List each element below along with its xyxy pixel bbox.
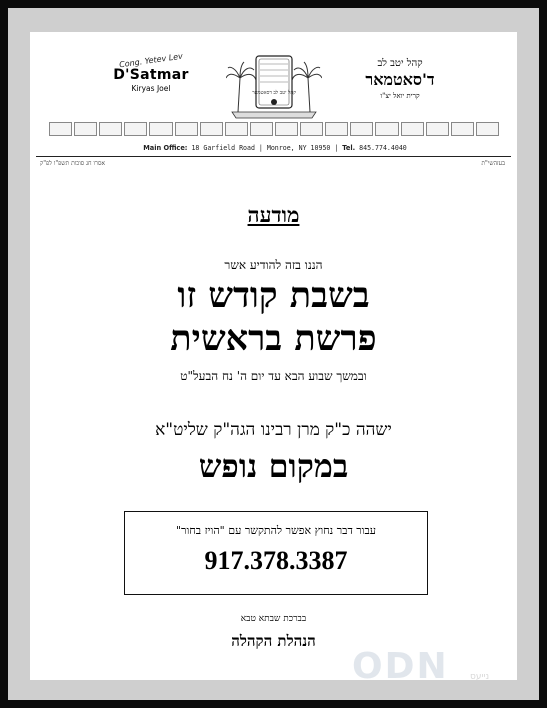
duration-line: ובמשך שבוע הבא עד יום ה' נח הבעל"ט: [180, 369, 367, 383]
institution-band-cell: [175, 122, 198, 136]
meta-date-left: אסרו חג סוכות תשפ"ו לפ"ק: [40, 160, 105, 167]
svg-text:קהל יטב לב דסאטמאר: קהל יטב לב דסאטמאר: [252, 90, 296, 96]
institution-band-cell: [350, 122, 373, 136]
contact-text: עבור דבר נחוץ אפשר להתקשר עם "הויז בחור": [176, 524, 376, 537]
institution-band-cell: [275, 122, 298, 136]
cong-en-big: D'Satmar: [113, 67, 189, 83]
tel-number: 845.774.4040: [359, 144, 407, 152]
contact-box: [124, 511, 428, 595]
institution-band-cell: [375, 122, 398, 136]
cong-en-small: Cong. Yetev Lev: [118, 51, 184, 70]
institution-band-cell: [49, 122, 72, 136]
signature-line: הנהלת הקהלה: [231, 632, 316, 650]
letterhead-page: [30, 32, 517, 680]
intro-line: הננו בזה להודיע אשר: [224, 258, 323, 272]
institution-band-cell: [124, 122, 147, 136]
cong-en-place: Kiryas Joel: [131, 84, 171, 93]
institution-band-cell: [426, 122, 449, 136]
congregation-emblem-icon: [226, 50, 322, 120]
cong-he-place: קרית יואל יצ"ו: [380, 92, 420, 100]
institution-band-cell: [451, 122, 474, 136]
tel-label: Tel.: [342, 144, 356, 152]
address-line: [90, 144, 460, 152]
institutions-band: [48, 121, 500, 137]
cong-he-big: ד'סאטמאר: [365, 70, 435, 89]
rebbe-line: ישהה כ"ק מרן רבינו הגה"ק שליט"א: [155, 420, 392, 440]
institution-band-cell: [300, 122, 323, 136]
headline-shabbos: בשבת קודש זו: [177, 275, 370, 316]
blessing-line: בברכת שבתא טבא: [240, 614, 307, 624]
header-divider: [36, 156, 511, 157]
institution-band-cell: [476, 122, 499, 136]
cong-he-small: קהל יטב לב: [377, 58, 423, 69]
institution-band-cell: [200, 122, 223, 136]
institution-band-cell: [149, 122, 172, 136]
institution-band-cell: [99, 122, 122, 136]
odn-watermark-sub: נייעס: [470, 672, 490, 682]
odn-watermark-logo: ODN: [352, 646, 449, 687]
headline-parsha: פרשת בראשית: [170, 318, 377, 359]
institution-band-cell: [250, 122, 273, 136]
congregation-name-hebrew: [340, 58, 460, 100]
institution-band-cell: [225, 122, 248, 136]
address-text: 18 Garfield Road | Monroe, NY 10950 |: [191, 144, 343, 152]
address-label: Main Office:: [143, 144, 188, 152]
location-line: במקום נופש: [198, 447, 349, 485]
institution-band-cell: [74, 122, 97, 136]
announcement-title: מודעה: [247, 202, 300, 227]
institution-band-cell: [325, 122, 348, 136]
meta-heading-right: בעזהשי"ת: [481, 160, 505, 167]
institution-band-cell: [401, 122, 424, 136]
contact-phone: 917.378.3387: [204, 546, 348, 575]
congregation-name-english: [96, 51, 206, 93]
